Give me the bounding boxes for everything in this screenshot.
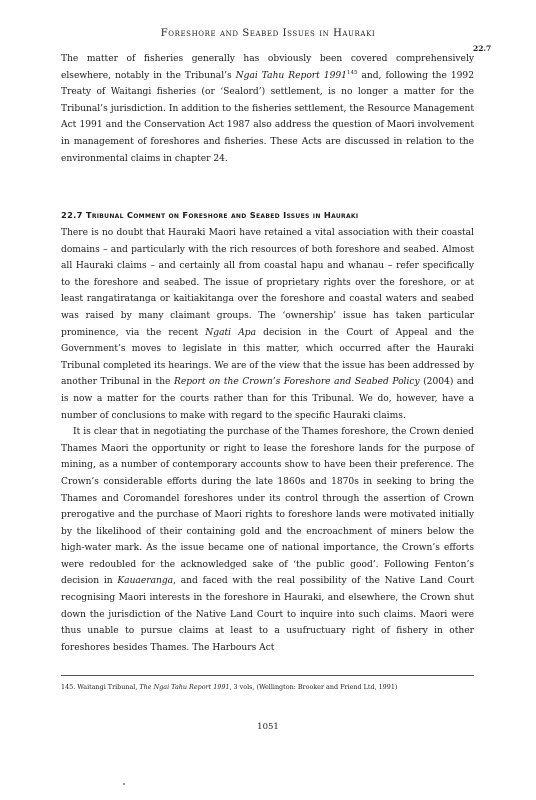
section-body	[61, 225, 474, 656]
paragraph-thames-foreshore	[61, 424, 474, 656]
scan-speck	[123, 783, 125, 785]
page-number: 1051	[257, 722, 279, 732]
section-marker: 22.7	[473, 44, 492, 53]
paragraph-fisheries	[61, 51, 474, 167]
para3-case-name: Kauaeranga	[117, 576, 174, 587]
para2-text-c: (2004) and is now a matter for the courts rather than for this Tribunal. We do, however, have a number of conclusions to make with regard to the specific Hauraki claims.	[61, 377, 474, 421]
footnote-rule	[61, 675, 474, 676]
footnote-ref: 145	[346, 69, 358, 76]
para1-report-title: Ngai Tahu Report 1991	[235, 70, 347, 81]
section-heading: 22.7 Tribunal Comment on Foreshore and Seabed Issues in Hauraki	[61, 210, 359, 220]
running-head: Foreshore and Seabed Issues in Hauraki	[160, 28, 376, 39]
paragraph-hauraki-claims	[61, 225, 474, 424]
para1-text-b: and, following the 1992 Treaty of Waitangi fisheries (or ‘Sealord’) settlement, is no longer a matter for the Tribunal’s jurisdiction. In addition to the fisheries settlement, the Resource Management Act 1991 and the Conservation Act 1987 also address the question of Maori involvement in management of foreshores and fisheries. These Acts are discussed in relation to the environmental claims in chapter 24.	[61, 70, 474, 164]
para2-text-b: decision in the Court of Appeal and the Government’s moves to legislate in this matter, which occurred after the Hauraki Tribunal completed its hearings. We are of the view that the issue has been addressed by another Tribunal in the	[61, 327, 474, 388]
footnote-text-b: , 3 vols, (Wellington: Brooker and Friend Ltd, 1991)	[229, 683, 398, 691]
footnote-title: The Ngai Tahu Report 1991	[139, 683, 230, 691]
footnote-number: 145.	[61, 683, 76, 691]
footnote-text-a: Waitangi Tribunal,	[77, 683, 140, 691]
para3-text-a: It is clear that in negotiating the purchase of the Thames foreshore, the Crown denied Thames Maori the opportunity or right to lease the foreshore lands for the purpose of mining, as a number of contemporary accounts show to have been their preference. The Crown’s considerable efforts during the late 1860s and 1870s in seeking to bring the Thames and Coromandel foreshores under its control through the assertion of Crown prerogative and the purchase of Maori rights to foreshore lands were motivated initially by the likelihood of their containing gold and the encroachment of miners below the high-water mark. As the issue became one of national importance, the Crown’s efforts were redoubled for the acknowledged sake of ‘the public good’. Following Fenton’s decision in	[61, 427, 474, 587]
para3-text-b: , and faced with the real possibility of the Native Land Court recognising Maori interests in the foreshore in Hauraki, and elsewhere, the Crown shut down the jurisdiction of the Native Land Court to inquire into such claims. Maori were thus unable to pursue claims at least to a usufructuary right of fishery in other foreshores besides Thames. The Harbours Act	[61, 576, 474, 653]
footnote	[61, 682, 474, 692]
para2-text-a: There is no doubt that Hauraki Maori have retained a vital association with their coastal domains – and particularly with the rich resources of both foreshore and seabed. Almost all Hauraki claims – and certainly all from coastal hapu and whanau – refer specifically to the foreshore and seabed. The issue of proprietary rights over the foreshore, or at least rangatiratanga or kaitiakitanga over the foreshore and coastal waters and seabed was raised by many claimant groups. The ‘ownership’ issue has taken particular prominence, via the recent	[61, 228, 474, 338]
para1-text-a: The matter of fisheries generally has obviously been covered comprehensively elsewhere, notably in the Tribunal’s	[61, 54, 474, 81]
para2-case-name: Ngati Apa	[205, 327, 257, 338]
para2-report-title: Report on the Crown’s Foreshore and Seabed Policy	[173, 377, 420, 388]
